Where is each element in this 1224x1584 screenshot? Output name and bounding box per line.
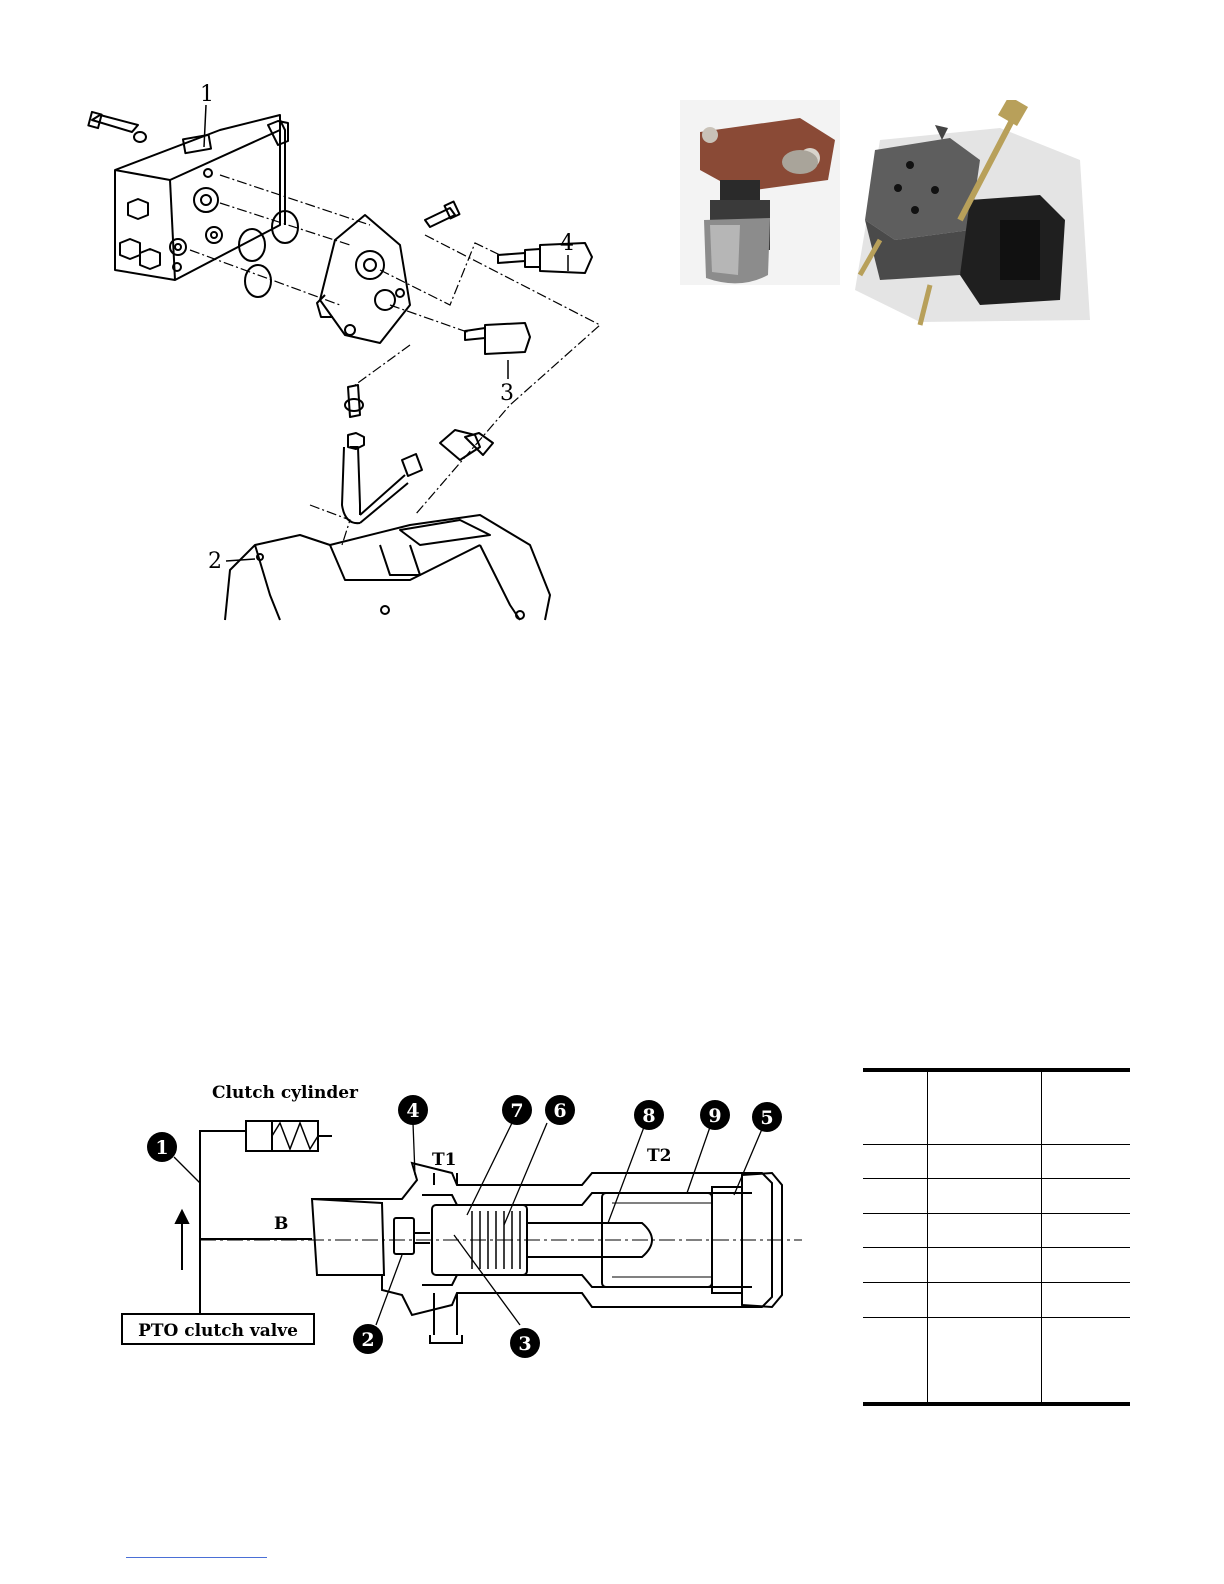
port-t1-label: T1: [432, 1150, 457, 1170]
part-3-plug: [465, 323, 530, 354]
table-cell: [927, 1144, 1041, 1179]
table-cell: [927, 1248, 1041, 1283]
part-4-plug: [498, 243, 592, 273]
callout-1: 1: [200, 82, 214, 107]
table-cell: [863, 1179, 927, 1214]
table-row: [863, 1283, 1130, 1318]
table-cell: [1041, 1317, 1130, 1404]
svg-text:4: 4: [406, 1100, 420, 1122]
svg-text:3: 3: [518, 1333, 532, 1355]
table-row: [863, 1317, 1130, 1404]
table-cell: [927, 1179, 1041, 1214]
port-b-label: B: [274, 1214, 289, 1234]
table-cell: [927, 1283, 1041, 1318]
table-cell: [1041, 1144, 1130, 1179]
spec-table: [863, 1068, 1130, 1406]
svg-text:8: 8: [642, 1105, 656, 1127]
table-cell: [1041, 1248, 1130, 1283]
callout-9: [700, 1100, 730, 1130]
table-cell: [863, 1283, 927, 1318]
callout-1: [147, 1132, 177, 1162]
table-cell: [863, 1213, 927, 1248]
table-cell: [1041, 1283, 1130, 1318]
o-ring: [245, 265, 271, 297]
svg-text:7: 7: [510, 1100, 524, 1122]
svg-text:6: 6: [553, 1100, 567, 1122]
pto-clutch-valve-label: PTO clutch valve: [138, 1321, 298, 1341]
clutch-cylinder-label: Clutch cylinder: [212, 1083, 358, 1103]
footnote-link-underline[interactable]: [126, 1557, 267, 1558]
table-cell: [863, 1317, 927, 1404]
washer: [134, 132, 146, 142]
transmission-housing: [225, 515, 550, 620]
table-cell: [863, 1144, 927, 1179]
table-cell: [1041, 1213, 1130, 1248]
table-cell: [1041, 1070, 1130, 1144]
svg-text:9: 9: [708, 1105, 722, 1127]
table-row: [863, 1213, 1130, 1248]
table-header-row: [863, 1070, 1130, 1144]
cover-plate: [317, 215, 410, 343]
callout-5: [752, 1102, 782, 1132]
svg-text:5: 5: [760, 1107, 774, 1129]
exploded-view-figure: [80, 75, 640, 630]
callout-3: [510, 1328, 540, 1358]
callout-8: [634, 1100, 664, 1130]
table-cell: [863, 1070, 927, 1144]
callout-2: 2: [208, 549, 222, 574]
photo-valve-block: [845, 100, 1095, 335]
callout-6: [545, 1095, 575, 1125]
table-row: [863, 1179, 1130, 1214]
table-row: [863, 1248, 1130, 1283]
valve-cross-section: [112, 1075, 817, 1375]
table-cell: [927, 1317, 1041, 1404]
photo-flange-valve: [680, 100, 840, 285]
table-cell: [863, 1248, 927, 1283]
callout-2: [353, 1324, 383, 1354]
callout-4: 4: [560, 231, 574, 256]
callout-4: [398, 1095, 428, 1125]
svg-text:1: 1: [155, 1137, 169, 1159]
table-cell: [927, 1213, 1041, 1248]
callout-7: [502, 1095, 532, 1125]
table-cell: [1041, 1179, 1130, 1214]
clutch-cylinder-symbol: [246, 1121, 318, 1151]
table-row: [863, 1144, 1130, 1179]
svg-text:2: 2: [361, 1329, 375, 1351]
callout-3: 3: [500, 381, 514, 406]
component-photos: [680, 100, 1095, 335]
table-cell: [927, 1070, 1041, 1144]
pipe: [342, 433, 422, 523]
port-t2-label: T2: [647, 1146, 672, 1166]
